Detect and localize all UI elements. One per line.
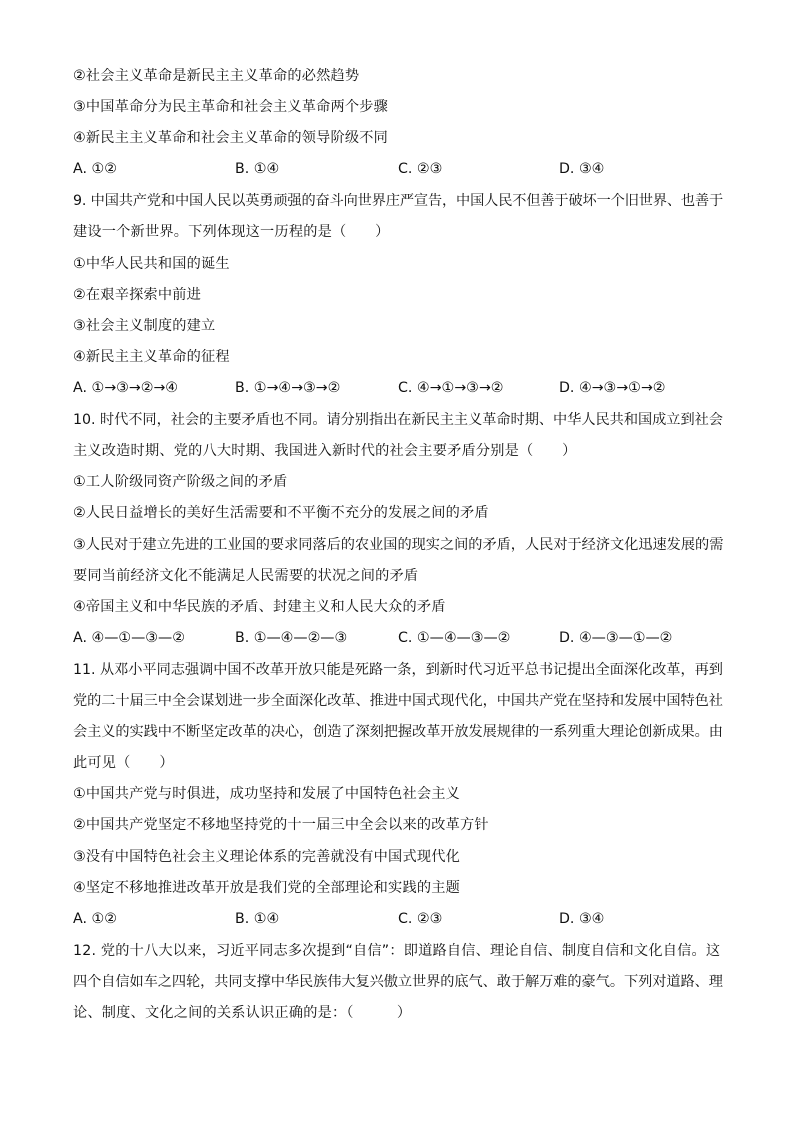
q12-stem-line-3: 论、制度、文化之间的关系认识正确的是：（ ） <box>73 1005 412 1021</box>
q9-options <box>73 378 733 398</box>
q10-item-3: ③人民对于建立先进的工业国的要求同落后的农业国的现实之间的矛盾，人民对于经济文化迅速发展的需 <box>73 537 724 553</box>
q8-option-c: C. ②③ <box>398 161 443 177</box>
q8-item-4: ④新民主主义革命和社会主义革命的领导阶级不同 <box>73 130 389 146</box>
q8-item-2: ②社会主义革命是新民主主义革命的必然趋势 <box>73 68 360 84</box>
q8-option-d: D. ③④ <box>559 161 605 177</box>
q10-option-b: B. ①—④—②—③ <box>235 630 348 646</box>
q9-item-2: ②在艰辛探索中前进 <box>73 287 202 303</box>
q11-item-2: ②中国共产党坚定不移地坚持党的十一届三中全会以来的改革方针 <box>73 817 489 833</box>
q8-item-3: ③中国革命分为民主革命和社会主义革命两个步骤 <box>73 99 389 115</box>
q9-option-d: D. ④→③→①→② <box>559 380 666 396</box>
q11-item-1: ①中国共产党与时俱进，成功坚持和发展了中国特色社会主义 <box>73 786 460 802</box>
q10-option-a: A. ④—①—③—② <box>73 630 185 646</box>
q10-item-2: ②人民日益增长的美好生活需要和不平衡不充分的发展之间的矛盾 <box>73 505 489 521</box>
q11-stem-line-1: 11. 从邓小平同志强调中国不改革开放只能是死路一条，到新时代习近平总书记提出全面深化改革，再到 <box>73 662 723 678</box>
q9-option-c: C. ④→①→③→② <box>398 380 504 396</box>
q11-stem-line-2: 党的二十届三中全会谋划进一步全面深化改革、推进中国式现代化，中国共产党在坚持和发展中国特色社 <box>73 693 723 709</box>
q10-stem-line-2: 主义改造时期、党的八大时期、我国进入新时代的社会主要矛盾分别是（ ） <box>73 443 577 459</box>
q10-item-4: ④帝国主义和中华民族的矛盾、封建主义和人民大众的矛盾 <box>73 599 446 615</box>
q10-stem-line-1: 10. 时代不同，社会的主要矛盾也不同。请分别指出在新民主主义革命时期、中华人民共和国成立到社会 <box>73 412 723 428</box>
q10-options <box>73 628 733 648</box>
q9-stem-line-2: 建设一个新世界。下列体现这一历程的是（ ） <box>73 224 390 240</box>
q8-option-b: B. ①④ <box>235 161 280 177</box>
q11-option-d: D. ③④ <box>559 911 605 927</box>
q11-options <box>73 909 733 929</box>
q12-stem-line-1: 12. 党的十八大以来，习近平同志多次提到“自信”：即道路自信、理论自信、制度自信和文化自信。这 <box>73 943 721 959</box>
q11-item-4: ④坚定不移地推进改革开放是我们党的全部理论和实践的主题 <box>73 880 460 896</box>
q8-option-a: A. ①② <box>73 161 117 177</box>
q10-option-c: C. ①—④—③—② <box>398 630 511 646</box>
q9-stem-line-1: 9. 中国共产党和中国人民以英勇顽强的奋斗向世界庄严宣告，中国人民不但善于破坏一个旧世界、也善于 <box>73 193 724 209</box>
q12-stem-line-2: 四个自信如车之四轮，共同支撑中华民族伟大复兴傲立世界的底气、敢于解万难的豪气。下列对道路、理 <box>73 974 723 990</box>
q11-item-3: ③没有中国特色社会主义理论体系的完善就没有中国式现代化 <box>73 849 460 865</box>
q11-option-a: A. ①② <box>73 911 117 927</box>
q10-item-1: ①工人阶级同资产阶级之间的矛盾 <box>73 474 288 490</box>
q11-stem-line-4: 此可见（ ） <box>73 755 174 771</box>
q8-options <box>73 159 733 179</box>
q9-item-1: ①中华人民共和国的诞生 <box>73 256 230 272</box>
q9-item-3: ③社会主义制度的建立 <box>73 318 216 334</box>
q11-stem-line-3: 会主义的实践中不断坚定改革的决心，创造了深刻把握改革开放发展规律的一系列重大理论创新成果。由 <box>73 724 723 740</box>
q11-option-c: C. ②③ <box>398 911 443 927</box>
q11-option-b: B. ①④ <box>235 911 280 927</box>
q10-item-3-cont: 要同当前经济文化不能满足人民需要的状况之间的矛盾 <box>73 568 419 584</box>
q10-option-d: D. ④—③—①—② <box>559 630 673 646</box>
q9-option-a: A. ①→③→②→④ <box>73 380 179 396</box>
q9-item-4: ④新民主主义革命的征程 <box>73 349 230 365</box>
q9-option-b: B. ①→④→③→② <box>235 380 341 396</box>
